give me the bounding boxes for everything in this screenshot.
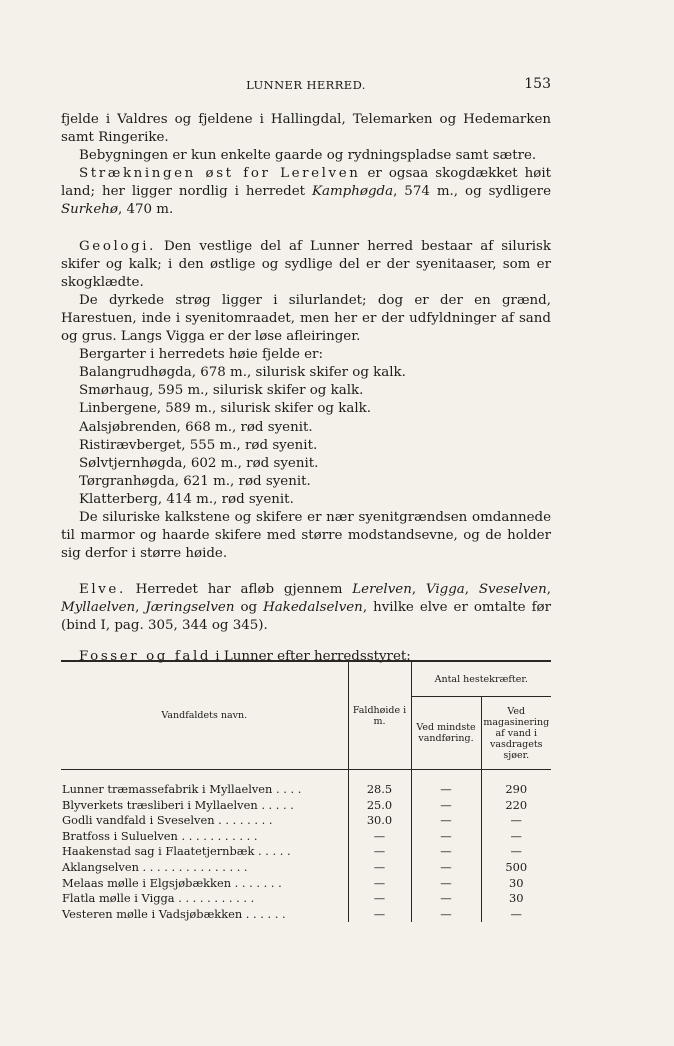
waterfall-table-wrap	[61, 660, 551, 922]
column-header-min: Ved mindste vandføring.	[411, 697, 481, 770]
page-number: 153	[524, 76, 551, 92]
table-row	[61, 829, 551, 845]
cell-name: Haakenstad sag i Flaatetjernbæk . . . . .	[62, 844, 291, 859]
table-row	[61, 844, 551, 860]
list-item: Sølvtjernhøgda, 602 m., rød syenit.	[79, 455, 319, 471]
cell-mag: 220	[481, 798, 551, 814]
cell-mag: 30	[481, 876, 551, 892]
cell-fall: —	[348, 860, 411, 876]
page-body	[61, 111, 551, 666]
river-name: Hakedalselven	[263, 600, 363, 616]
cell-mag: 30	[481, 891, 551, 907]
cell-mag: —	[481, 813, 551, 829]
cell-name: Lunner træmassefabrik i Myllaelven . . . .	[62, 782, 302, 796]
section-elve: Elve. Herredet har afløb gjennem Lerelven, Vigga, Sveselven, Myllaelven, Jæringselven og Hakedalselven, hvilke elve er omtalte før (bind I, pag. 305, 344 og 345).	[61, 582, 551, 634]
cell-name: Blyverkets træsliberi i Myllaelven . . . . .	[62, 797, 294, 812]
place-name: Surkehø	[61, 202, 118, 218]
column-header-fall: Faldhøide i m.	[348, 661, 411, 770]
cell-name: Flatla mølle i Vigga . . . . . . . . . . .	[62, 891, 255, 906]
cell-mag: —	[481, 844, 551, 860]
cell-fall: —	[348, 907, 411, 923]
cell-fall: 25.0	[348, 798, 411, 814]
cell-name: Aklangselven . . . . . . . . . . . . . . .	[62, 859, 248, 874]
cell-min: —	[411, 770, 481, 798]
paragraph: De dyrkede strøg ligger i silurlandet; dog er der en grænd, Harestuen, inde i syenitomraadet, men her er der udfyldninger af sand og grus. Langs Vigga er der løse afleiringer.	[61, 292, 551, 345]
waterfall-table	[61, 660, 551, 922]
table-row	[61, 798, 551, 814]
table-row	[61, 770, 551, 798]
paragraph: De siluriske kalkstene og skifere er nær syenitgrændsen omdannede til marmor og haarde skifere med større modstandsevne, og de holder sig derfor i større høide.	[61, 509, 551, 562]
river-name: Lerelven	[352, 582, 412, 598]
cell-name: Bratfoss i Suluelven . . . . . . . . . . .	[62, 828, 258, 843]
cell-fall: 28.5	[348, 770, 411, 798]
cell-name: Melaas mølle i Elgsjøbækken . . . . . . .	[62, 875, 282, 890]
section-heading: Fosser og fald	[79, 648, 212, 664]
river-name: Jæringselven	[145, 600, 235, 616]
running-title: LUNNER HERRED.	[246, 78, 366, 92]
list-item: Tørgranhøgda, 621 m., rød syenit.	[79, 473, 311, 489]
section-heading: Elve.	[79, 582, 126, 598]
table-row	[61, 860, 551, 876]
paragraph: Bergarter i herredets høie fjelde er:	[79, 347, 323, 363]
cell-mag: —	[481, 907, 551, 923]
cell-min: —	[411, 876, 481, 892]
cell-min: —	[411, 844, 481, 860]
paragraph: Bebygningen er kun enkelte gaarde og rydningspladse samt sætre.	[79, 148, 537, 164]
spacer	[61, 220, 551, 238]
table-body	[61, 770, 551, 923]
list-item: Balangrudhøgda, 678 m., silurisk skifer og kalk.	[79, 365, 406, 381]
cell-name: Godli vandfald i Sveselven . . . . . . . .	[62, 813, 273, 828]
list-item: Smørhaug, 595 m., silurisk skifer og kalk.	[79, 383, 364, 399]
paragraph: fjelde i Valdres og fjeldene i Hallingdal, Telemarken og Hedemarken samt Ringerike.	[61, 112, 551, 146]
cell-fall: —	[348, 891, 411, 907]
section-geologi: Geologi. Den vestlige del af Lunner herred bestaar af silurisk skifer og kalk; i den østlige og sydlige del er der syenitaaser, som er skogklædte.	[61, 238, 551, 290]
table-header	[61, 661, 551, 770]
place-name: Kamphøgda	[312, 184, 394, 200]
column-header-antal: Antal hestekræfter.	[411, 661, 551, 697]
page-header	[61, 76, 551, 96]
table-row	[61, 813, 551, 829]
river-name: Sveselven	[478, 582, 547, 598]
river-name: Myllaelven	[61, 600, 136, 616]
cell-min: —	[411, 891, 481, 907]
paragraph: Strækningen øst for Lerelven er ogsaa skogdækket høit land; her ligger nordlig i herredet Kamphøgda, 574 m., og sydligere Surkehø, 470 m.	[61, 166, 551, 218]
cell-mag: 290	[481, 770, 551, 798]
table-row	[61, 876, 551, 892]
cell-fall: —	[348, 844, 411, 860]
spacer	[61, 636, 551, 648]
spacer	[61, 563, 551, 581]
cell-mag: 500	[481, 860, 551, 876]
cell-name: Vesteren mølle i Vadsjøbækken . . . . . .	[62, 906, 286, 921]
cell-fall: 30.0	[348, 813, 411, 829]
list-item: Aalsjøbrenden, 668 m., rød syenit.	[79, 419, 313, 435]
table-row	[61, 907, 551, 923]
table-row	[61, 891, 551, 907]
river-name: Vigga	[425, 582, 465, 598]
list-item: Linbergene, 589 m., silurisk skifer og kalk.	[79, 401, 371, 417]
cell-min: —	[411, 907, 481, 923]
cell-min: —	[411, 798, 481, 814]
spaced-lead: Strækningen øst for Lerelven	[79, 166, 361, 182]
cell-min: —	[411, 860, 481, 876]
column-header-name: Vandfaldets navn.	[61, 661, 348, 770]
cell-fall: —	[348, 876, 411, 892]
cell-min: —	[411, 813, 481, 829]
section-heading: Geologi.	[79, 238, 156, 254]
column-header-mag: Ved magasinering af vand i vasdragets sjøer.	[481, 697, 551, 770]
list-item: Klatterberg, 414 m., rød syenit.	[79, 491, 294, 507]
rock-list	[61, 364, 551, 509]
cell-fall: —	[348, 829, 411, 845]
cell-mag: —	[481, 829, 551, 845]
list-item: Ristirævberget, 555 m., rød syenit.	[79, 437, 318, 453]
section-fosser: Fosser og fald i Lunner efter herredsstyret:	[79, 648, 411, 664]
cell-min: —	[411, 829, 481, 845]
